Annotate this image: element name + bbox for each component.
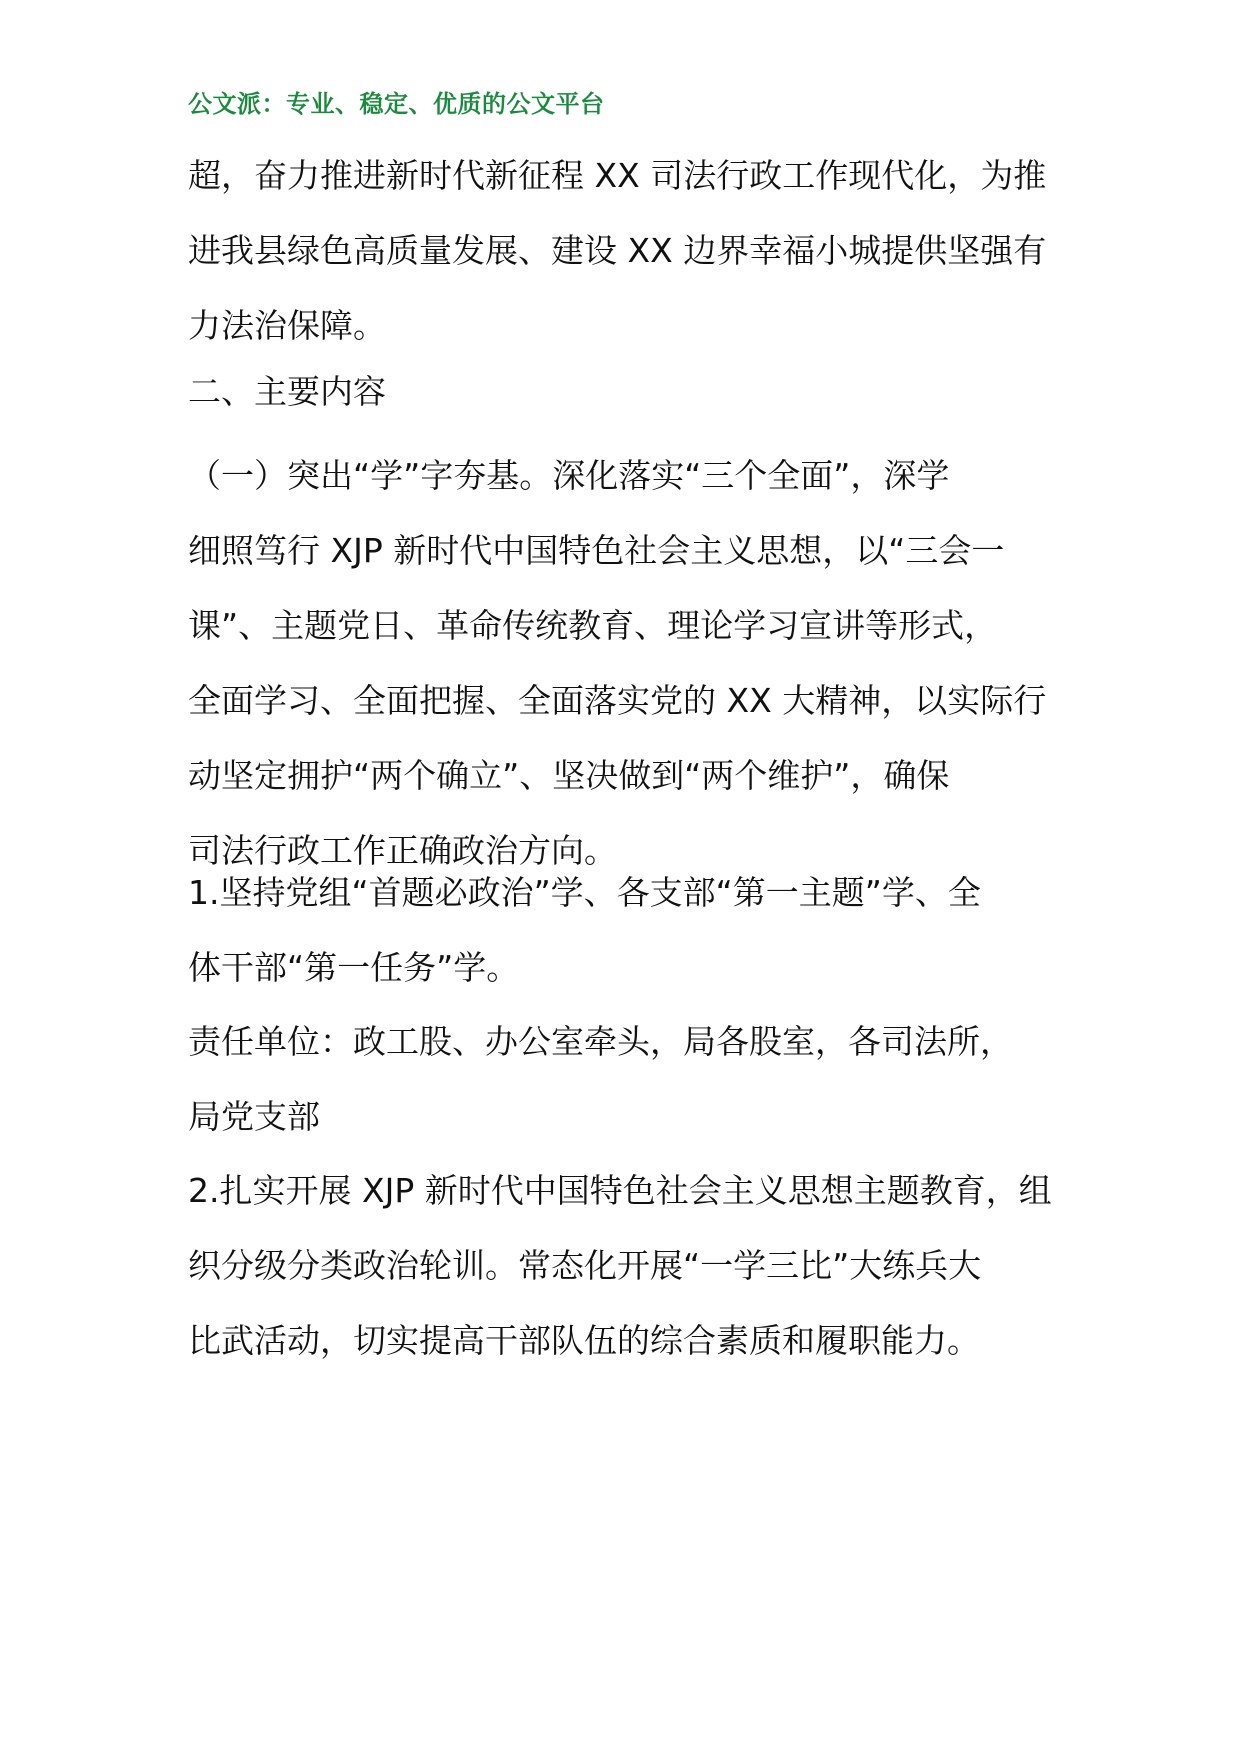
- text-line: 力法治保障。: [188, 306, 386, 345]
- list-item-2: [188, 1153, 1060, 1378]
- text-line: 课”、主题党日、革命传统教育、理论学习宣讲等形式，: [188, 606, 998, 645]
- text-line: 全面学习、全面把握、全面落实党的 XX 大精神，以实际行: [188, 681, 1047, 720]
- text-line: 责任单位：政工股、办公室牵头，局各股室，各司法所，: [188, 1022, 1013, 1061]
- text-line: 织分级分类政治轮训。常态化开展“一学三比”大练兵大: [188, 1246, 982, 1285]
- document-page: [188, 0, 1060, 1754]
- text-line: 比武活动，切实提高干部队伍的综合素质和履职能力。: [188, 1321, 980, 1360]
- section-heading: 二、主要内容: [188, 372, 386, 411]
- section-title: [188, 354, 1060, 429]
- text-line: （一）突出“学”字夯基。深化落实“三个全面”，深学: [188, 456, 950, 495]
- header-banner: 公文派：专业、稳定、优质的公文平台: [188, 90, 605, 118]
- text-line: 体干部“第一任务”学。: [188, 948, 520, 987]
- text-line: 局党支部: [188, 1097, 320, 1136]
- text-line: 超，奋力推进新时代新征程 XX 司法行政工作现代化，为推: [188, 156, 1047, 195]
- list-item-1: [188, 855, 1060, 1005]
- paragraph-study-focus: [188, 438, 1060, 888]
- text-line: 动坚定拥护“两个确立”、坚决做到“两个维护”，确保: [188, 756, 950, 795]
- text-line: 细照笃行 XJP 新时代中国特色社会主义思想，以“三会一: [188, 531, 1005, 570]
- text-line: 司法行政工作正确政治方向。: [188, 831, 617, 870]
- text-line: 进我县绿色高质量发展、建设 XX 边界幸福小城提供坚强有: [188, 231, 1047, 270]
- paragraph-intro-continuation: [188, 138, 1060, 363]
- text-line: 2.扎实开展 XJP 新时代中国特色社会主义思想主题教育，组: [188, 1171, 1052, 1210]
- text-line: 1.坚持党组“首题必政治”学、各支部“第一主题”学、全: [188, 873, 981, 912]
- responsibility-units: [188, 1004, 1060, 1154]
